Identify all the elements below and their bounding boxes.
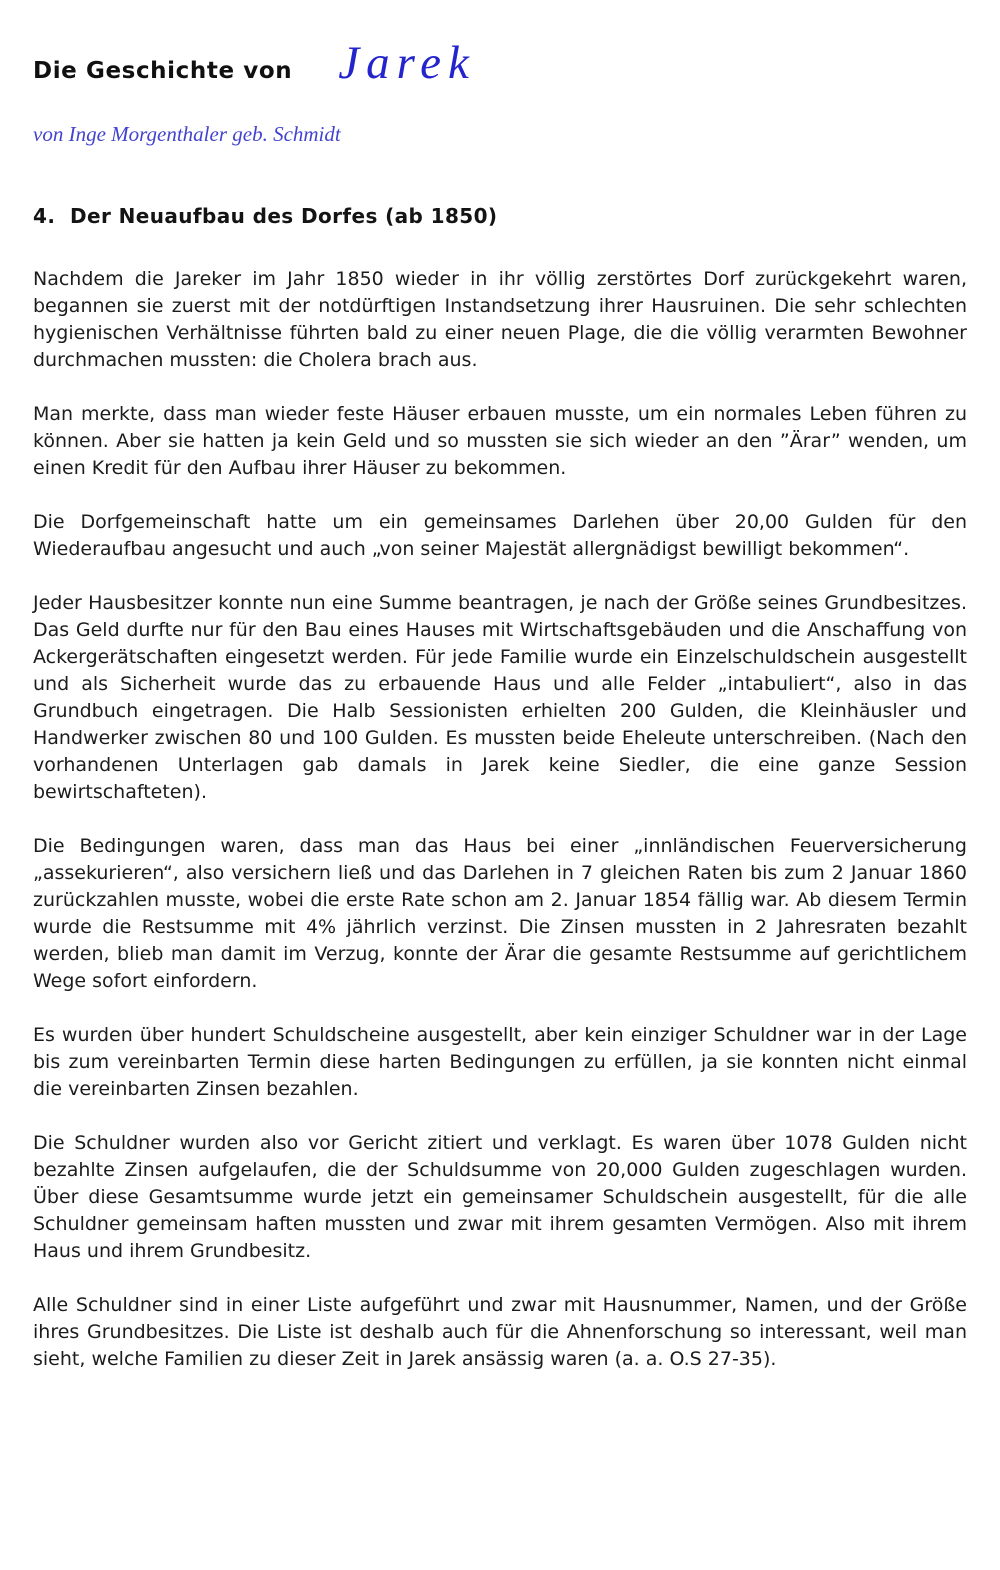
paragraph-1: Nachdem die Jareker im Jahr 1850 wieder in ihr völlig zerstörtes Dorf zurückgekehrt waren, begannen sie zuerst mit der notdürftigen Instandsetzung ihrer Hausruinen. Die sehr schlechten hygienischen Verhältnisse führten bald zu einer neuen Plage, die die völlig verarmten Bewohner durchmachen mussten: die Cholera brach aus. bbox=[33, 268, 967, 371]
paragraph-7: Die Schuldner wurden also vor Gericht zitiert und verklagt. Es waren über 1078 Gulden nicht bezahlte Zinsen aufgelaufen, die der Schuldsumme von 20,000 Gulden zugeschlagen wurden. Über diese Gesamtsumme wurde jetzt ein gemeinsamer Schuldschein ausgestellt, für die alle Schuldner gemeinsam haften mussten und zwar mit ihrem gesamten Vermögen. Also mit ihrem Haus und ihrem Grundbesitz. bbox=[33, 1132, 967, 1262]
paragraph-5: Die Bedingungen waren, dass man das Haus bei einer „innländischen Feuerversicherung „assekurieren“, also versichern ließ und das Darlehen in 7 gleichen Raten bis zum 2 Januar 1860 zurückzahlen musste, wobei die erste Rate schon am 2. Januar 1854 fällig war. Ab diesem Termin wurde die Restsumme mit 4% jährlich verzinst. Die Zinsen mussten in 2 Jahresraten bezahlt werden, blieb man damit im Verzug, konnte der Ärar die gesamte Restsumme auf gerichtlichem Wege sofort einfordern. bbox=[33, 835, 967, 992]
paragraph-6: Es wurden über hundert Schuldscheine ausgestellt, aber kein einziger Schuldner war in der Lage bis zum vereinbarten Termin diese harten Bedingungen zu erfüllen, ja sie konnten nicht einmal die vereinbarten Zinsen bezahlen. bbox=[33, 1024, 967, 1100]
page-title-prefix: Die Geschichte von bbox=[33, 58, 293, 84]
page-title-name: Jarek bbox=[338, 37, 476, 89]
document-body bbox=[33, 266, 967, 1373]
paragraph-8: Alle Schuldner sind in einer Liste aufgeführt und zwar mit Hausnummer, Namen, und der Größe ihres Grundbesitzes. Die Liste ist deshalb auch für die Ahnenforschung so interessant, weil man sieht, welche Familien zu dieser Zeit in Jarek ansässig waren (a. a. O.S 27-35). bbox=[33, 1294, 967, 1370]
paragraph-3: Die Dorfgemeinschaft hatte um ein gemeinsames Darlehen über 20,00 Gulden für den Wiederaufbau angesucht und auch „von seiner Majestät allergnädigst bewilligt bekommen“. bbox=[33, 511, 967, 560]
section-heading: 4. Der Neuaufbau des Dorfes (ab 1850) bbox=[33, 204, 498, 228]
paragraph-4: Jeder Hausbesitzer konnte nun eine Summe beantragen, je nach der Größe seines Grundbesitzes. Das Geld durfte nur für den Bau eines Hauses mit Wirtschaftsgebäuden und die Anschaffung von Ackergerätschaften eingesetzt werden. Für jede Familie wurde ein Einzelschuldschein ausgestellt und als Sicherheit wurde das zu erbauende Haus und alle Felder „intabuliert“, also in das Grundbuch eingetragen. Die Halb Sessionisten erhielten 200 Gulden, die Kleinhäusler und Handwerker zwischen 80 und 100 Gulden. Es mussten beide Eheleute unterschreiben. (Nach den vorhandenen Unterlagen gab damals in Jarek keine Siedler, die eine ganze Session bewirtschafteten). bbox=[33, 592, 967, 803]
author-byline: von Inge Morgenthaler geb. Schmidt bbox=[33, 122, 341, 146]
paragraph-2: Man merkte, dass man wieder feste Häuser erbauen musste, um ein normales Leben führen zu können. Aber sie hatten ja kein Geld und so mussten sie sich wieder an den ”Ärar” wenden, um einen Kredit für den Aufbau ihrer Häuser zu bekommen. bbox=[33, 403, 967, 479]
page-title bbox=[33, 37, 967, 89]
